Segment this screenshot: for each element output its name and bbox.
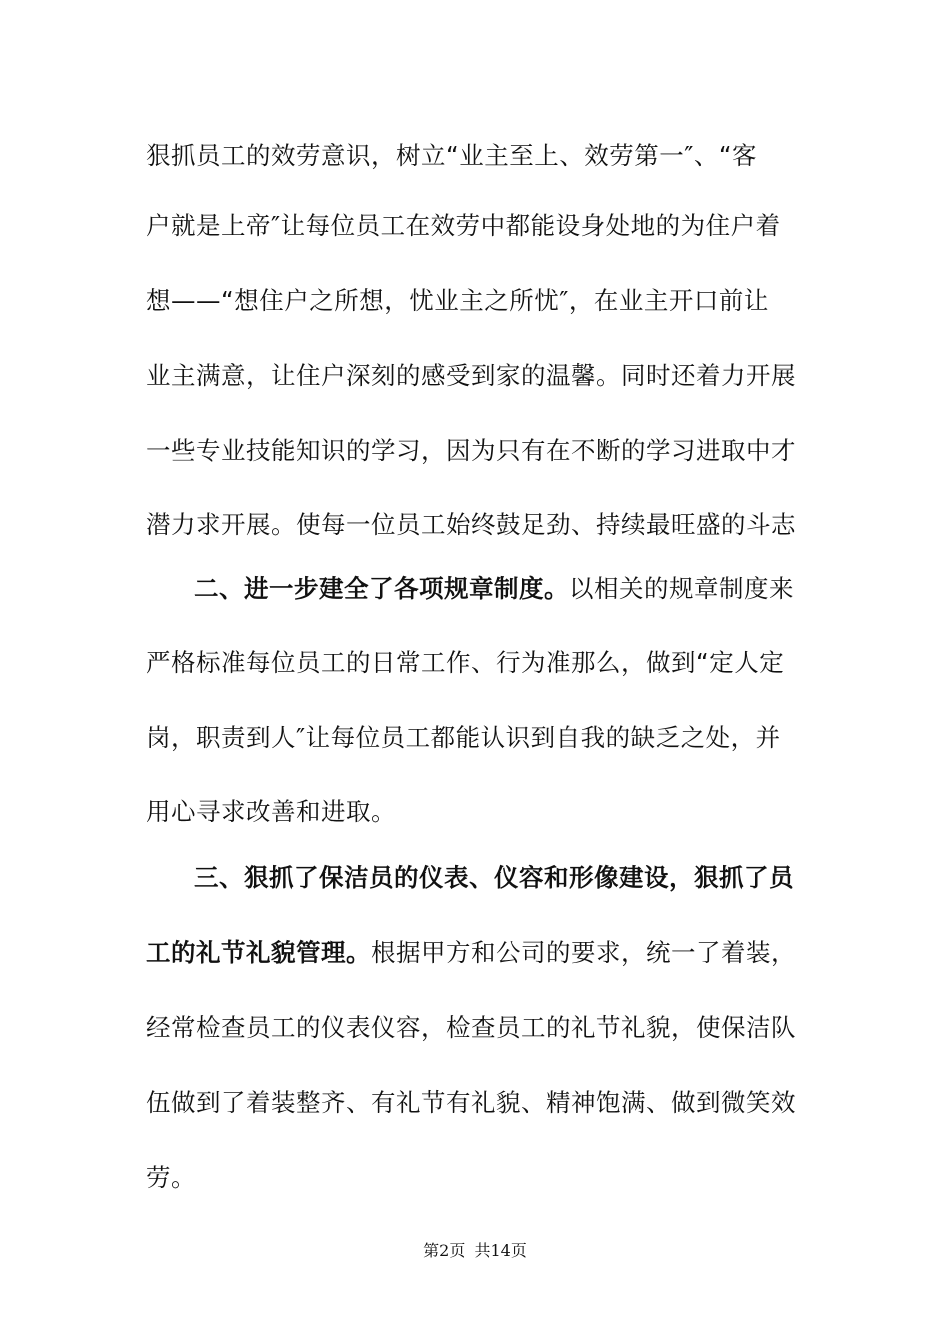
paragraph-line: 想——“想住户之所想，忧业主之所忧″，在业主开口前让 [146, 286, 769, 315]
section-heading: 二、进一步建全了各项规章制度。 [194, 574, 569, 603]
paragraph-text: 以相关的规章制度来 [569, 574, 794, 603]
paragraph-text: 根据甲方和公司的要求，统一了着装， [371, 938, 796, 967]
paragraph-line: 严格标准每位员工的日常工作、行为准那么，做到“定人定 [146, 648, 785, 677]
page-total: 共14页 [474, 1241, 527, 1260]
paragraph-line: 岗，职责到人″让每位员工都能认识到自我的缺乏之处，并 [146, 723, 781, 752]
page-footer [0, 1241, 950, 1261]
paragraph-line: 狠抓员工的效劳意识，树立“业主至上、效劳第一″、“客 [146, 141, 758, 170]
section-heading: 三、狠抓了保洁员的仪表、仪容和形像建设，狠抓了员 [194, 863, 794, 892]
paragraph-line: 户就是上帝″让每位员工在效劳中都能设身处地的为住户着 [146, 211, 781, 240]
paragraph-line: 伍做到了着装整齐、有礼节有礼貌、精神饱满、做到微笑效 [146, 1088, 796, 1117]
page-number: 第2页 [423, 1241, 466, 1260]
paragraph-first-line [194, 574, 826, 604]
paragraph-line: 业主满意，让住户深刻的感受到家的温馨。同时还着力开展 [146, 361, 796, 390]
section-heading-continued: 工的礼节礼貌管理。 [146, 938, 371, 967]
paragraph-line: 一些专业技能知识的学习，因为只有在不断的学习进取中才 [146, 436, 796, 465]
paragraph-line: 潜力求开展。使每一位员工始终鼓足劲、持续最旺盛的斗志 [146, 510, 796, 539]
paragraph-line: 经常检查员工的仪表仪容，检查员工的礼节礼貌，使保洁队 [146, 1013, 796, 1042]
paragraph-line [146, 938, 826, 968]
paragraph-line: 劳。 [146, 1163, 196, 1192]
paragraph-line: 用心寻求改善和进取。 [146, 797, 396, 826]
